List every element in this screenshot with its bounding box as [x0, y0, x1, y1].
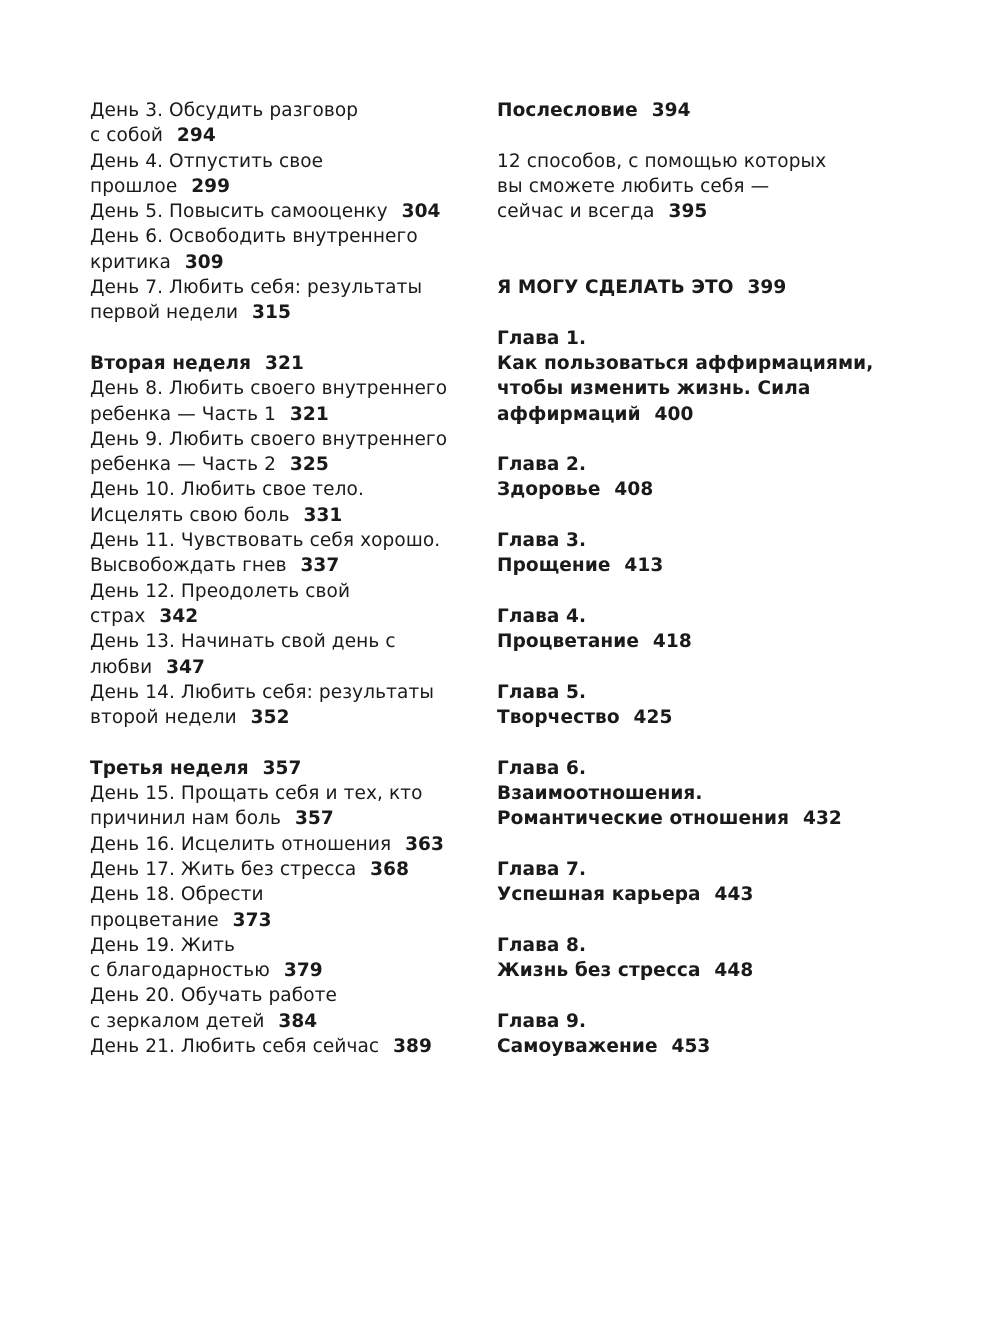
- toc-spacer: [497, 224, 967, 249]
- toc-entry-title: День 15. Прощать себя и тех, кто: [90, 783, 423, 805]
- toc-entry: [90, 477, 480, 502]
- toc-page-number: 395: [668, 201, 708, 223]
- toc-spacer: [497, 503, 967, 528]
- toc-page-number: 294: [176, 125, 216, 147]
- toc-page-number: 342: [159, 605, 199, 627]
- toc-heading: [497, 452, 967, 477]
- toc-page-number: 448: [714, 960, 754, 982]
- toc-spacer: [497, 123, 967, 148]
- toc-entry-title: вы сможете любить себя —: [497, 175, 770, 197]
- toc-entry: [90, 680, 480, 705]
- toc-entry-title: День 13. Начинать свой день с: [90, 631, 396, 653]
- toc-entry-title: Я МОГУ СДЕЛАТЬ ЭТО: [497, 277, 734, 299]
- toc-spacer: [497, 427, 967, 452]
- toc-spacer: [90, 730, 480, 755]
- toc-page-number: 304: [401, 201, 441, 223]
- toc-entry: [90, 806, 480, 831]
- toc-right-column: [497, 98, 967, 1059]
- toc-page-number: 357: [262, 757, 302, 779]
- toc-entry: [497, 149, 967, 174]
- toc-page-number: 425: [633, 707, 673, 729]
- toc-entry-title: Взаимоотношения.: [497, 783, 703, 805]
- toc-entry-title: День 14. Любить себя: результаты: [90, 681, 435, 703]
- toc-entry-title: Вторая неделя: [90, 352, 252, 374]
- toc-entry: [90, 579, 480, 604]
- toc-entry-title: страх: [90, 605, 146, 627]
- toc-entry-title: День 16. Исцелить отношения: [90, 833, 392, 855]
- toc-entry-title: Как пользоваться аффирмациями,: [497, 352, 874, 374]
- toc-entry-title: Послесловие: [497, 100, 638, 121]
- toc-entry-title: причинил нам боль: [90, 808, 282, 830]
- toc-page-number: 325: [289, 454, 329, 476]
- toc-entry-title: Глава 1.: [497, 327, 587, 349]
- toc-heading: [497, 781, 967, 806]
- toc-heading: [497, 857, 967, 882]
- toc-entry-title: Романтические отношения: [497, 808, 790, 830]
- toc-entry: [497, 174, 967, 199]
- toc-page-number: 379: [283, 960, 323, 982]
- toc-entry-title: процветание: [90, 909, 219, 931]
- toc-entry-title: Здоровье: [497, 479, 601, 501]
- toc-entry-title: Глава 2.: [497, 454, 587, 476]
- toc-entry-title: День 12. Преодолеть свой: [90, 580, 351, 602]
- toc-entry-title: День 9. Любить своего внутреннего: [90, 428, 448, 450]
- toc-entry: [90, 655, 480, 680]
- toc-heading: [497, 477, 967, 502]
- toc-left-column: [90, 98, 480, 1059]
- toc-entry: [90, 781, 480, 806]
- toc-entry-title: Успешная карьера: [497, 884, 701, 906]
- toc-page-number: 321: [265, 352, 304, 374]
- toc-entry: [90, 402, 480, 427]
- toc-heading: [497, 958, 967, 983]
- toc-spacer: [90, 326, 480, 351]
- toc-entry: [90, 199, 480, 224]
- toc-heading: [497, 528, 967, 553]
- toc-entry-title: Жизнь без стресса: [497, 960, 701, 982]
- toc-entry-title: Третья неделя: [90, 757, 249, 779]
- toc-entry: [90, 123, 480, 148]
- toc-entry-title: любви: [90, 656, 153, 678]
- toc-page-number: 363: [405, 833, 444, 855]
- toc-entry-title: День 7. Любить себя: результаты: [90, 277, 423, 299]
- toc-entry-title: ребенка — Часть 2: [90, 454, 277, 476]
- toc-entry: [90, 857, 480, 882]
- toc-page-number: 315: [252, 302, 291, 324]
- toc-entry-title: Глава 9.: [497, 1010, 587, 1032]
- toc-entry: [90, 832, 480, 857]
- toc-entry: [90, 908, 480, 933]
- toc-entry-title: День 11. Чувствовать себя хорошо.: [90, 530, 441, 552]
- toc-entry-title: Самоуважение: [497, 1035, 658, 1057]
- toc-entry-title: Исцелять свою боль: [90, 504, 290, 526]
- toc-heading: [90, 756, 480, 781]
- toc-entry-title: День 21. Любить себя сейчас: [90, 1035, 380, 1057]
- toc-page-number: 413: [624, 555, 664, 577]
- toc-entry: [497, 199, 967, 224]
- toc-page-number: 373: [232, 909, 272, 931]
- toc-entry-title: второй недели: [90, 707, 237, 729]
- toc-entry-title: прошлое: [90, 175, 178, 197]
- toc-spacer: [497, 579, 967, 604]
- toc-page-number: 443: [714, 884, 754, 906]
- toc-spacer: [497, 250, 967, 275]
- toc-entry-title: Глава 8.: [497, 934, 587, 956]
- toc-heading: [497, 705, 967, 730]
- toc-page-number: 394: [651, 100, 691, 121]
- toc-heading: [497, 882, 967, 907]
- toc-entry-title: День 19. Жить: [90, 934, 235, 956]
- toc-page-number: 389: [393, 1035, 432, 1057]
- toc-entry-title: День 20. Обучать работе: [90, 985, 338, 1007]
- toc-heading: [497, 680, 967, 705]
- toc-page-number: 299: [191, 175, 231, 197]
- toc-entry-title: День 4. Отпустить свое: [90, 150, 324, 172]
- toc-entry-title: День 5. Повысить самооценку: [90, 201, 388, 223]
- toc-entry: [90, 882, 480, 907]
- toc-page-number: 357: [294, 808, 334, 830]
- toc-entry: [90, 705, 480, 730]
- toc-heading: [90, 351, 480, 376]
- toc-entry-title: 12 способов, с помощью которых: [497, 150, 827, 172]
- toc-entry-title: Глава 6.: [497, 757, 587, 779]
- toc-entry: [90, 300, 480, 325]
- toc-entry-title: Глава 7.: [497, 858, 587, 880]
- toc-spacer: [497, 908, 967, 933]
- toc-spacer: [497, 983, 967, 1008]
- toc-entry-title: чтобы изменить жизнь. Сила: [497, 378, 811, 400]
- toc-entry-title: критика: [90, 251, 171, 273]
- toc-page-number: 408: [614, 479, 654, 501]
- toc-heading: [497, 629, 967, 654]
- toc-page-number: 432: [802, 808, 842, 830]
- toc-heading: [497, 756, 967, 781]
- toc-page-number: 453: [671, 1035, 711, 1057]
- toc-entry: [90, 983, 480, 1008]
- toc-page-number: 309: [184, 251, 224, 273]
- toc-heading: [497, 1009, 967, 1034]
- toc-entry: [90, 629, 480, 654]
- toc-entry-title: День 3. Обсудить разговор: [90, 100, 359, 121]
- toc-entry-title: Процветание: [497, 631, 639, 653]
- toc-entry-title: сейчас и всегда: [497, 201, 655, 223]
- toc-entry-title: с зеркалом детей: [90, 1010, 265, 1032]
- toc-page-number: 347: [166, 656, 206, 678]
- toc-entry: [90, 1034, 480, 1059]
- toc-entry-title: Глава 3.: [497, 530, 587, 552]
- toc-heading: [497, 376, 967, 401]
- toc-entry: [90, 250, 480, 275]
- toc-spacer: [497, 730, 967, 755]
- toc-spacer: [497, 655, 967, 680]
- toc-entry-title: День 8. Любить своего внутреннего: [90, 378, 448, 400]
- toc-entry: [90, 149, 480, 174]
- toc-entry-title: с благодарностью: [90, 960, 270, 982]
- toc-entry-title: с собой: [90, 125, 163, 147]
- toc-entry-title: Прощение: [497, 555, 611, 577]
- toc-heading: [497, 402, 967, 427]
- toc-heading: [497, 1034, 967, 1059]
- toc-entry: [90, 933, 480, 958]
- toc-heading: [497, 604, 967, 629]
- toc-page-number: 337: [300, 555, 340, 577]
- toc-entry: [90, 98, 480, 123]
- toc-entry: [90, 1009, 480, 1034]
- toc-entry: [90, 503, 480, 528]
- toc-page-number: 331: [303, 504, 343, 526]
- toc-entry-title: День 17. Жить без стресса: [90, 858, 357, 880]
- toc-entry: [90, 452, 480, 477]
- toc-heading: [497, 275, 967, 300]
- toc-page-number: 418: [652, 631, 692, 653]
- toc-heading: [497, 806, 967, 831]
- toc-entry-title: Высвобождать гнев: [90, 555, 287, 577]
- toc-entry: [90, 427, 480, 452]
- toc-heading: [497, 326, 967, 351]
- toc-entry-title: первой недели: [90, 302, 239, 324]
- toc-entry: [90, 553, 480, 578]
- toc-entry-title: Глава 4.: [497, 605, 587, 627]
- toc-entry-title: ребенка — Часть 1: [90, 403, 277, 425]
- toc-page-number: 384: [278, 1010, 318, 1032]
- toc-spacer: [497, 832, 967, 857]
- toc-heading: [497, 351, 967, 376]
- toc-heading: [497, 553, 967, 578]
- toc-entry-title: Глава 5.: [497, 681, 587, 703]
- toc-entry: [90, 174, 480, 199]
- toc-page-number: 321: [289, 403, 329, 425]
- toc-entry-title: Творчество: [497, 707, 620, 729]
- toc-entry-title: День 18. Обрести: [90, 884, 264, 906]
- toc-entry: [90, 528, 480, 553]
- toc-entry-title: аффирмаций: [497, 403, 641, 425]
- toc-page-number: 400: [654, 403, 694, 425]
- toc-heading: [497, 933, 967, 958]
- toc-entry: [90, 958, 480, 983]
- toc-spacer: [497, 300, 967, 325]
- toc-page-number: 399: [747, 277, 787, 299]
- toc-entry: [90, 224, 480, 249]
- toc-entry-title: День 6. Освободить внутреннего: [90, 226, 418, 248]
- toc-page-number: 368: [370, 858, 410, 880]
- toc-page-number: 352: [250, 707, 290, 729]
- toc-entry-title: День 10. Любить свое тело.: [90, 479, 364, 501]
- toc-entry: [90, 275, 480, 300]
- toc-entry: [90, 604, 480, 629]
- toc-entry: [90, 376, 480, 401]
- toc-heading: [497, 98, 967, 123]
